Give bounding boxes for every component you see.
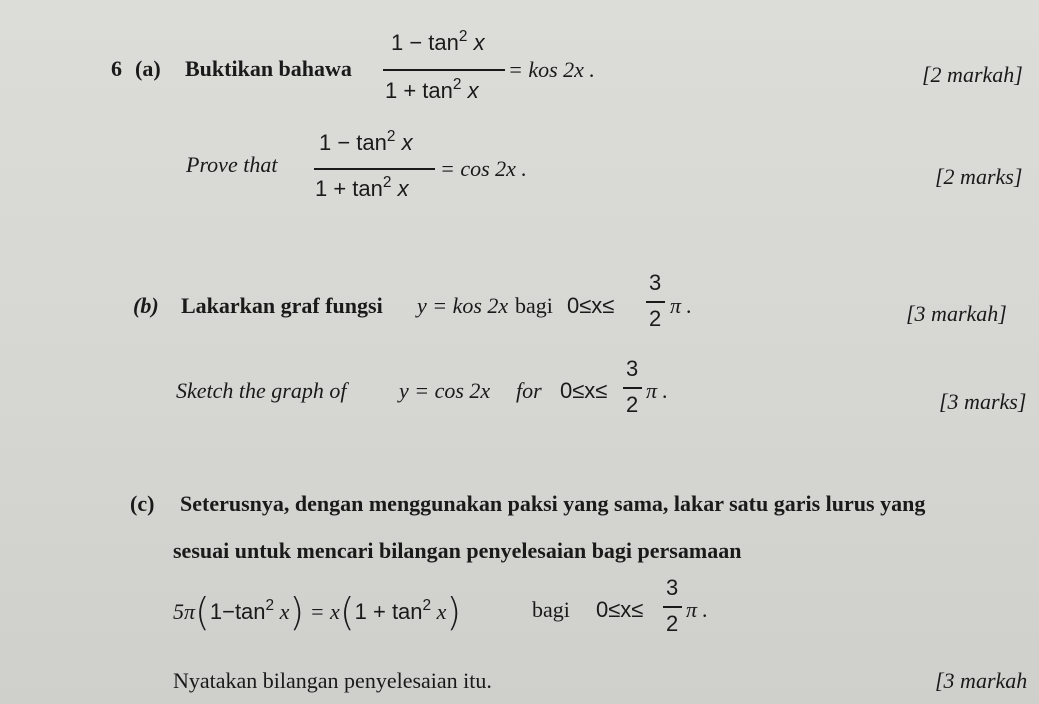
range-lhs: 0≤x≤ — [596, 597, 644, 622]
fraction-a-en — [311, 128, 439, 212]
fraction-bar — [623, 387, 642, 389]
exponent: 2 — [422, 596, 432, 614]
part-a-label: (a) — [135, 56, 161, 81]
part-c-label: (c) — [130, 491, 155, 516]
variable: x — [467, 78, 479, 103]
rhs-bm: = kos 2x . — [508, 57, 595, 82]
fraction-numerator: 3 — [626, 356, 639, 381]
fraction-denominator: 1 + tan — [385, 78, 453, 103]
fraction-denominator: 1 + tan — [315, 176, 383, 201]
fraction-bar — [646, 301, 665, 303]
part-c-line1: Seterusnya, dengan menggunakan paksi yang sama, lakar satu garis lurus yang — [180, 491, 926, 516]
exponent: 2 — [265, 596, 275, 614]
equation-coefficient: 5π — [173, 599, 196, 624]
variable: x — [279, 599, 290, 624]
variable: x — [397, 176, 409, 201]
variable: x — [473, 30, 485, 55]
part-a-bm-instruction: Buktikan bahawa — [185, 56, 352, 81]
marks-b-bm: [3 markah] — [906, 301, 1007, 326]
part-b-label: (b) — [133, 293, 159, 318]
function-en: y = cos 2x — [399, 378, 491, 403]
fraction-denominator: 2 — [666, 611, 679, 636]
exponent: 2 — [382, 173, 392, 191]
range-fraction-bm — [645, 270, 665, 340]
range-lhs: 0≤x≤ — [567, 293, 615, 318]
fraction-denominator: 2 — [649, 306, 662, 331]
close-paren: ) — [289, 590, 305, 634]
variable: x — [436, 599, 447, 624]
function-bm: y = kos 2x — [417, 293, 509, 318]
range-pi: π . — [646, 378, 669, 403]
open-paren: ( — [195, 590, 210, 634]
fraction-bar — [383, 69, 505, 71]
rhs-en: = cos 2x . — [440, 156, 527, 181]
equation-inner-left: 1−tan — [209, 599, 266, 624]
equation-inner-right: 1 + tan — [354, 599, 423, 624]
fraction-a-bm — [377, 28, 505, 112]
bagi-word: bagi — [515, 293, 553, 318]
fraction-bar — [314, 168, 435, 170]
exponent: 2 — [452, 75, 462, 93]
close-paren: ) — [446, 590, 462, 634]
open-paren: ( — [339, 590, 355, 634]
part-a-en-instruction: Prove that — [186, 152, 278, 177]
part-c-line3: Nyatakan bilangan penyelesaian itu. — [173, 668, 492, 693]
exponent: 2 — [386, 127, 396, 145]
marks-b-en: [3 marks] — [939, 389, 1027, 414]
variable: x — [401, 130, 413, 155]
part-b-bm-instruction: Lakarkan graf fungsi — [181, 293, 383, 318]
fraction-numerator: 1 − tan — [319, 130, 387, 155]
part-b-en-instruction: Sketch the graph of — [176, 378, 347, 403]
part-c-line2: sesuai untuk mencari bilangan penyelesaian bagi persamaan — [173, 538, 742, 563]
fraction-denominator: 2 — [626, 392, 639, 417]
fraction-numerator: 3 — [666, 575, 679, 600]
range-lhs: 0≤x≤ — [560, 378, 608, 403]
fraction-numerator: 3 — [649, 270, 662, 295]
fraction-numerator: 1 − tan — [391, 30, 459, 55]
range-pi: π . — [670, 293, 693, 318]
exponent: 2 — [458, 27, 468, 45]
bagi-word: bagi — [532, 597, 570, 622]
marks-c-bm: [3 markah — [935, 668, 1028, 693]
question-number: 6 — [111, 56, 122, 81]
fraction-bar — [663, 606, 682, 608]
range-pi: π . — [686, 597, 709, 622]
marks-a-bm: [2 markah] — [922, 62, 1023, 87]
marks-a-en: [2 marks] — [935, 164, 1023, 189]
equation-c — [173, 590, 461, 640]
range-fraction-c — [662, 575, 682, 645]
range-fraction-en — [622, 356, 642, 426]
equation-middle: = x — [309, 599, 340, 624]
for-word: for — [516, 378, 542, 403]
